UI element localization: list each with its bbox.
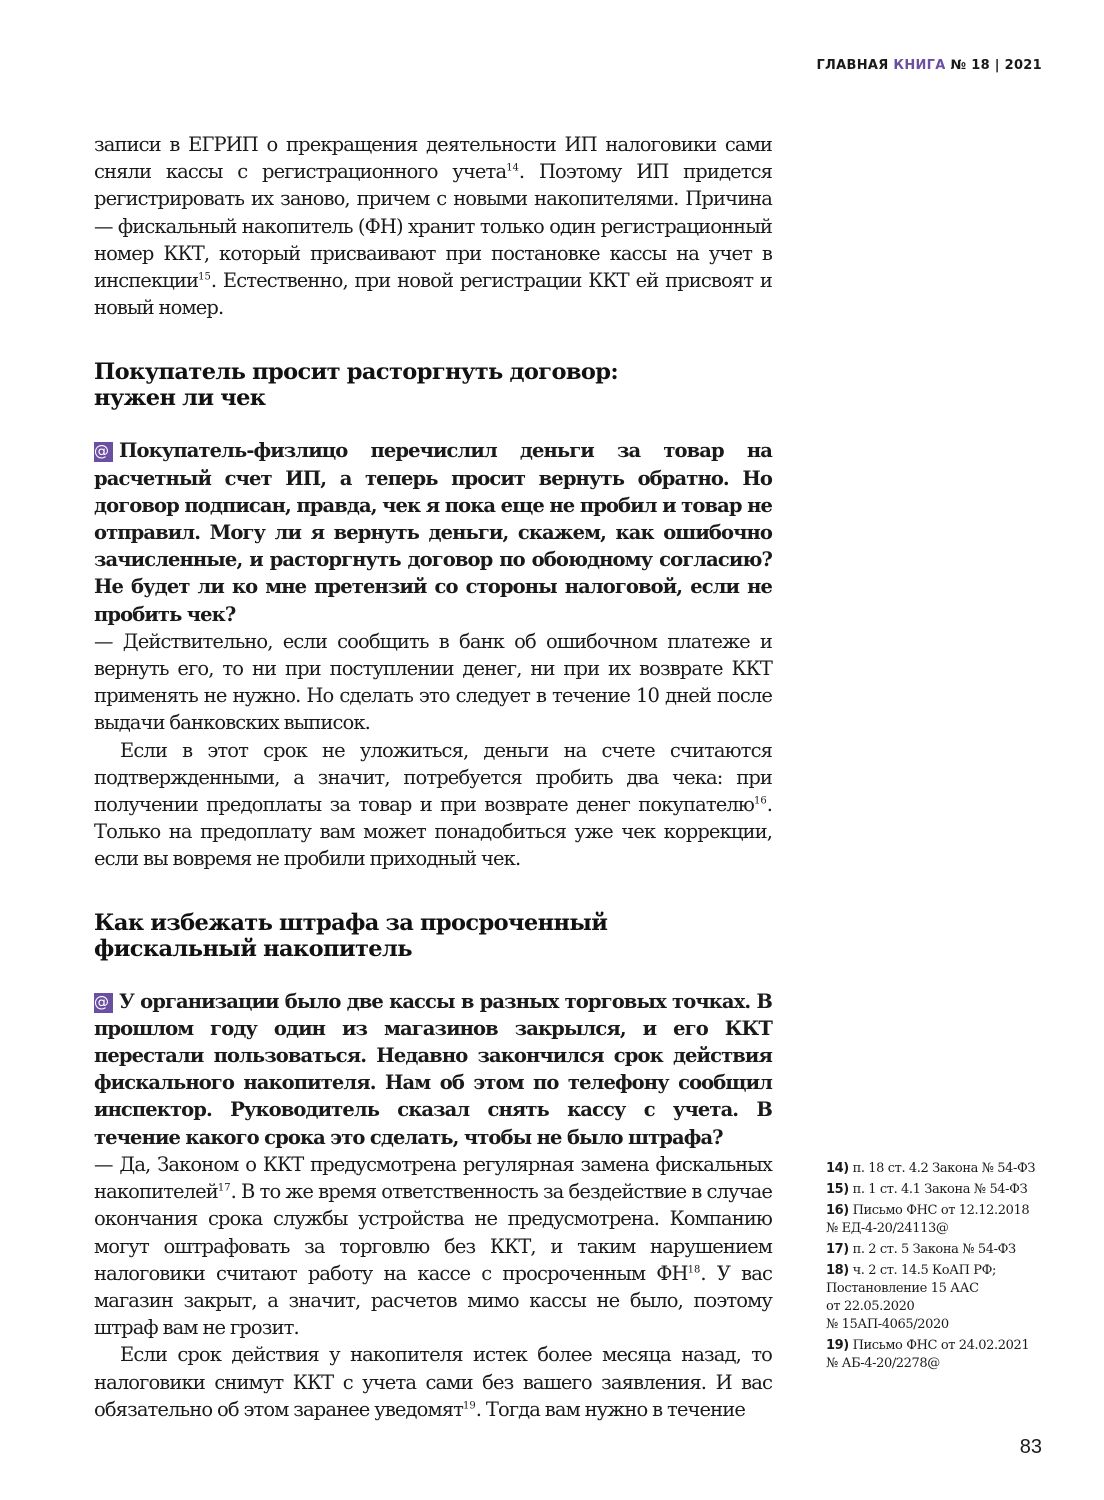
issue-number: № 18 | 2021 (950, 58, 1042, 73)
main-column (94, 131, 772, 1423)
footnotes-column (826, 1160, 1066, 1376)
at-icon: @ (94, 993, 113, 1013)
footnote-ref[interactable]: 15 (198, 271, 211, 283)
body-paragraph: Если срок действия у накопителя истек более месяца назад, то налоговики снимут ККТ с учета сами без вашего заявления. И вас обязательно об этом заранее уведомят$^{19}$. Тогда вам нужно в течение (94, 1343, 772, 1421)
answer-paragraph: — Да, Законом о ККТ предусмотрена регулярная замена фискальных накопителей$^{17}$. В то же время ответственность за бездействие в случае окончания срока службы устройства не предусмотрена. Компанию могут оштрафовать за торговлю без ККТ, и таким нарушением налоговики считают работу на кассе с просроченным ФН$^{18}$. У вас магазин закрыт, а значит, расчетов мимо кассы не было, поэтому штраф вам не грозит. (94, 1152, 773, 1340)
question-paragraph: @ У организации было две кассы в разных торговых точках. В прошлом году один из магазинов закрылся, и его ККТ перестали пользоваться. Недавно закончился срок действия фискального накопителя. Нам об этом по телефону сообщил инспектор. Руководитель сказал снять кассу с учета. В течение какого срока это сделать, чтобы не было штрафа? (94, 989, 772, 1149)
at-icon: @ (94, 442, 113, 462)
footnote-ref[interactable]: 19 (463, 1400, 476, 1412)
footnote-item: 14) п. 18 ст. 4.2 Закона № 54-ФЗ (826, 1161, 1036, 1176)
brand-name-part2: КНИГА (893, 58, 946, 73)
footnote-item: 17) п. 2 ст. 5 Закона № 54-ФЗ (826, 1242, 1016, 1257)
question-paragraph: @ Покупатель-физлицо перечислил деньги за товар на расчетный счет ИП, а теперь просит вернуть обратно. Но договор подписан, правда, чек я пока еще не пробил и товар не отправил. Могу ли я вернуть деньги, скажем, как ошибочно зачисленные, и расторгнуть договор по обоюдному согласию? Не будет ли ко мне претензий со стороны налоговой, если не пробить чек? (94, 439, 772, 626)
body-paragraph: Если в этот срок не уложиться, деньги на счете считаются подтвержденными, а значит, потребуется пробить два чека: при получении предоплаты за товар и при возврате денег покупателю$^{16}$. Только на предоплату вам может понадобиться уже чек коррекции, если вы вовремя не пробили приходный чек. (94, 738, 772, 871)
footnote-ref[interactable]: 14 (506, 162, 519, 174)
footnote-item: 16) Письмо ФНС от 12.12.2018 № ЕД-4-20/24113@ (826, 1203, 1030, 1236)
footnote-item: 18) ч. 2 ст. 14.5 КоАП РФ; Постановление 15 ААС от 22.05.2020 № 15АП-4065/2020 (826, 1263, 996, 1332)
footnote-ref[interactable]: 18 (687, 1264, 701, 1276)
page-number: 83 (1019, 1436, 1042, 1458)
section-heading-fiscal-drive: Как избежать штрафа за просроченный фискальный накопитель (94, 909, 608, 962)
section-heading-refund: Покупатель просит расторгнуть договор: нужен ли чек (94, 359, 619, 412)
running-header (816, 58, 1042, 73)
footnote-ref[interactable]: 17 (217, 1182, 231, 1194)
brand-name-part1: ГЛАВНАЯ (816, 58, 889, 73)
answer-paragraph: — Действительно, если сообщить в банк об ошибочном платеже и вернуть его, то ни при поступлении денег, ни при их возврате ККТ применять не нужно. Но сделать это следует в течение 10 дней после выдачи банковских выписок. (94, 629, 772, 735)
intro-paragraph: записи в ЕГРИП о прекращения деятельности ИП налоговики сами сняли кассы с регистрационного учета$^{14}$. Поэтому ИП придется регистрировать их заново, причем с новыми накопителями. Причина — фискальный накопитель (ФН) хранит только один регистрационный номер ККТ, который присваивают при постановке кассы на учет в инспекции$^{15}$. Естественно, при новой регистрации ККТ ей присвоят и новый номер. (94, 133, 773, 320)
footnote-ref[interactable]: 16 (753, 795, 767, 807)
footnote-item: 19) Письмо ФНС от 24.02.2021 № АБ-4-20/2278@ (826, 1338, 1030, 1371)
footnote-item: 15) п. 1 ст. 4.1 Закона № 54-ФЗ (826, 1182, 1028, 1197)
